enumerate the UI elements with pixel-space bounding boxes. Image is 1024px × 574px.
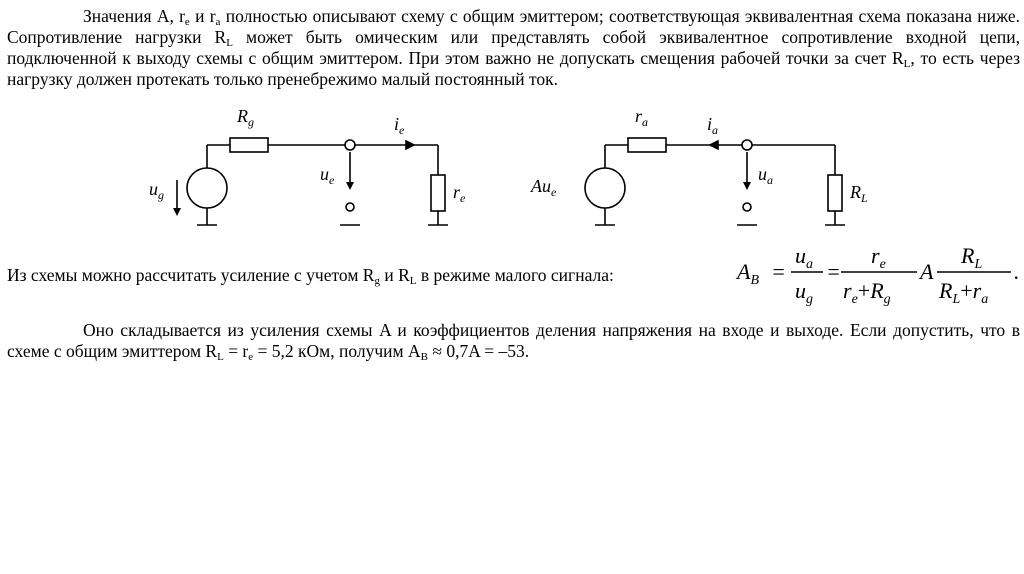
text-span: Значения A, r	[83, 6, 185, 26]
current-arrow	[710, 141, 718, 149]
terminal-node	[743, 203, 751, 211]
terminal-node	[346, 203, 354, 211]
paragraph-intro	[7, 6, 1020, 90]
label-ra: $r_a$	[635, 106, 649, 129]
arrow-head	[346, 182, 354, 190]
formula-period: .	[1014, 259, 1020, 284]
formula-rl: $R_L$	[961, 243, 983, 272]
subscript: e	[184, 16, 190, 28]
formula-a: A	[920, 259, 934, 284]
text-span: ≈ 0,7A = –53.	[427, 341, 530, 361]
text-span: = r	[223, 341, 249, 361]
label-aue: $Au_e$	[531, 176, 557, 199]
subscript: L	[409, 275, 417, 287]
gain-formula	[735, 238, 1024, 310]
formula-ua: $u_a$	[795, 243, 813, 272]
input-equivalent-circuit	[140, 100, 500, 235]
terminal-node	[345, 140, 355, 150]
resistor-ra	[628, 138, 666, 152]
arrow-head	[173, 208, 181, 216]
paragraph-gain-intro	[7, 265, 707, 286]
text-span: Оно складывается из усиления схемы A и коэффициентов деления напряжения на входе и выходе. Если допустить, что в схеме с общим эмиттером R	[7, 320, 1020, 361]
label-ia: $i_a$	[707, 114, 719, 137]
label-ug: $u_g$	[149, 179, 164, 202]
formula-lhs: $A_B$	[737, 259, 760, 288]
text-span: может быть омическим или представлять собой эквивалентное сопротивление входной цепи, подключенной к выходу схемы с общим эмиттером. При этом важно не допускать смещения рабочей точки за счет R	[7, 27, 1020, 68]
formula-re-plus-rg: $r_e+R_g$	[843, 278, 891, 307]
label-rl: $R_L$	[850, 182, 868, 205]
current-arrow	[406, 141, 414, 149]
subscript: L	[217, 351, 224, 363]
label-re: $r_e$	[453, 182, 466, 205]
formula-equals: =	[826, 259, 841, 284]
subscript: e	[248, 351, 254, 363]
formula-re: $r_e$	[871, 243, 886, 272]
text-span: и R	[379, 265, 410, 285]
label-ue: $u_e$	[320, 164, 335, 187]
resistor-re	[431, 175, 445, 211]
paragraph-conclusion	[7, 320, 1020, 362]
text-span: и r	[189, 6, 216, 26]
resistor-rl	[828, 175, 842, 211]
formula-ug: $u_g$	[795, 278, 813, 307]
text-span: в режиме малого сигнала:	[416, 265, 614, 285]
subscript: B	[420, 351, 428, 363]
text-span: , то есть через нагрузку должен протекать только пренебрежимо малый постоянный ток.	[7, 48, 1020, 89]
voltage-source	[187, 168, 227, 208]
subscript: L	[226, 37, 233, 49]
label-ie: $i_e$	[394, 114, 405, 137]
subscript: g	[374, 275, 380, 287]
formula-equals: =	[771, 259, 786, 284]
arrow-head	[743, 182, 751, 190]
text-span: Из схемы можно рассчитать усиление с учетом R	[7, 265, 375, 285]
terminal-node	[742, 140, 752, 150]
resistor-rg	[230, 138, 268, 152]
voltage-source	[585, 168, 625, 208]
label-ua: $u_a$	[758, 164, 773, 187]
text-span: полностью описывают схему с общим эмиттером; соответствующая эквивалентная схема показана ниже. Сопротивление нагрузки R	[7, 6, 1020, 47]
subscript: a	[215, 16, 221, 28]
output-equivalent-circuit	[525, 100, 885, 235]
formula-rl-plus-ra: $R_L+r_a$	[939, 278, 989, 307]
label-rg: $R_g$	[237, 106, 254, 129]
text-span: = 5,2 кОм, получим A	[253, 341, 421, 361]
subscript: L	[903, 58, 911, 70]
